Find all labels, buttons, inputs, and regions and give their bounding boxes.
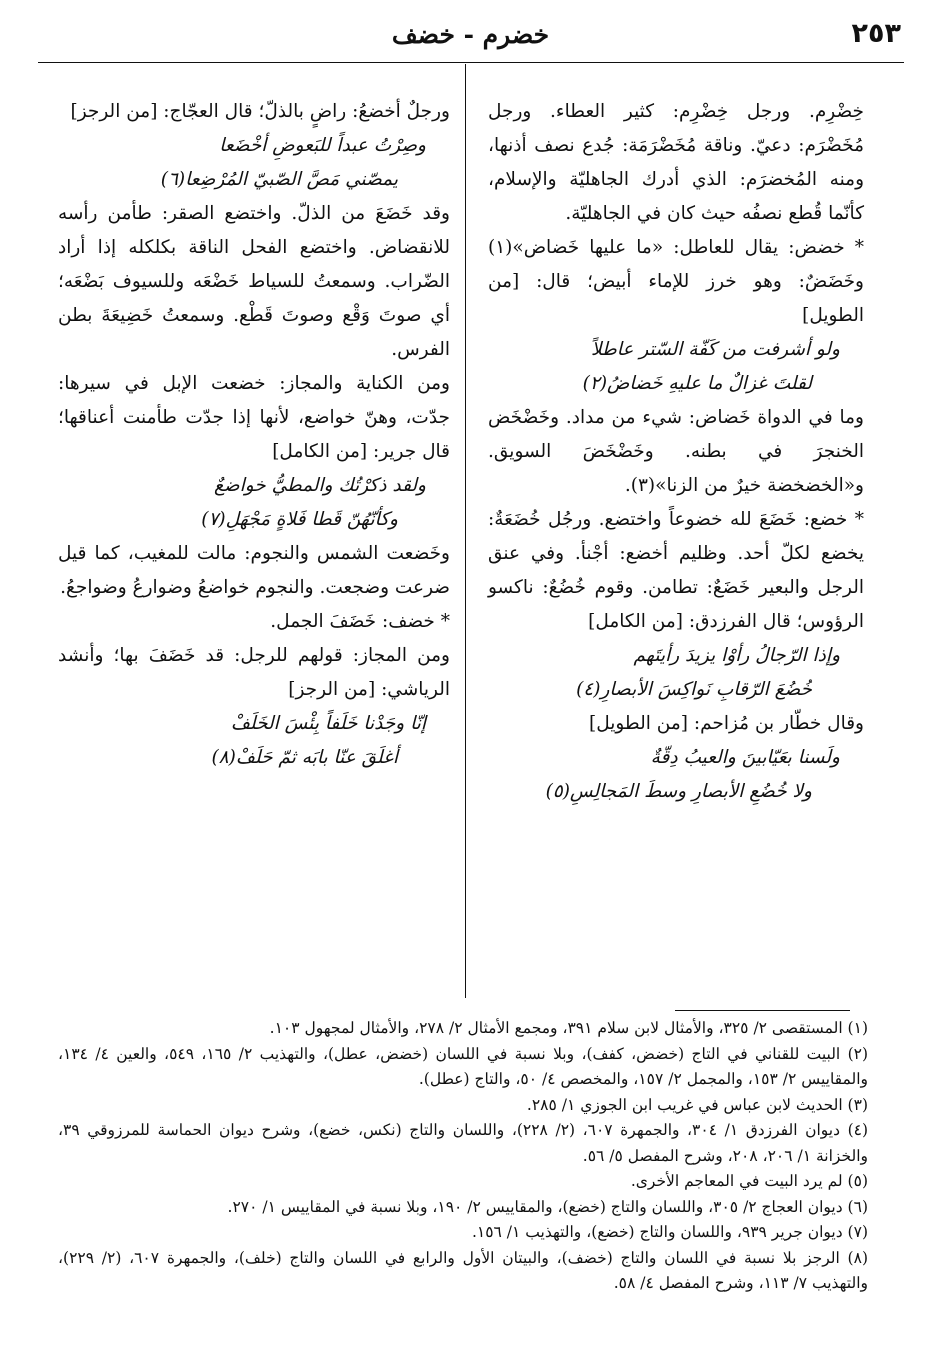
footnote: (٥) لم يرد البيت في المعاجم الأخرى. (630, 1172, 868, 1190)
footnote: (١) المستقصى ٢/ ٣٢٥، والأمثال لابن سلام ٣٩١، ومجمع الأمثال ٢/ ٢٧٨، والأمثال لمجهول ١٠٣. (269, 1019, 868, 1037)
verse-line: ولَسنا بعَيّابينَ والعيبُ دِقّةٌ (650, 747, 840, 768)
footnote: (٣) الحديث لابن عباس في غريب ابن الجوزي ١/ ٢٨٥. (526, 1095, 868, 1114)
verse-line: خُضُعَ الرّقابِ نَواكِسَ الأبصارِ(٤) (576, 679, 812, 700)
entry-paragraph: وقال خطّار بن مُزاحم: [من الطويل] (588, 713, 864, 734)
page-header (40, 18, 901, 58)
footnote: (٢) البيت للقناني في التاج (خضض، كفف)، وبلا نسبة في اللسان (خضض، عطل)، والتهذيب ٢/ ١٦٥، ٥٤٩، والعين ٤/ ١٣٤، والمقاييس ٢/ ١٥٣، والمجمل ٢/ ١٥٧، والمخصص ٤/ ٥٠، والتاج (عطل). (58, 1044, 869, 1088)
verse-line: وإذا الرّجالُ رأوْا يزيدَ رأيتَهم (633, 645, 840, 666)
footnote: (٤) ديوان الفرزدق ١/ ٣٠٤، والجمهرة ٦٠٧، (٢/ ٢٢٨)، واللسان والتاج (نكس، خضع)، وشرح ديوان الحماسة للمرزوقي ٣٩، والخزانة ١/ ٢٠٦، ٢٠٨، وشرح المفصل ٥/ ٥٦. (58, 1121, 869, 1165)
entry-paragraph: ومن المجاز: قولهم للرجل: قد خَضَفَ بها؛ وأنشد الرياشي: [من الرجز] (58, 645, 450, 700)
entry-khadaf: * خضف: خَضَفَ الجمل. (270, 611, 450, 632)
entry-paragraph: وقد خَضَعَ من الذلّ. واختضع الصقر: طأمن رأسه للانقضاض. واختضع الفحل الناقة بكلكله إذا أراد الضّراب. وسمعتُ للسياط خَضْعَه وللسيوف بَضْعَه؛ أي صوتَ وَقْع وصوتَ قَطْع. وسمعتُ خَضِيعَةَ بطن الفرس. (58, 203, 450, 360)
footnote: (٨) الرجز بلا نسبة في اللسان والتاج (خضف)، والبيتان الأول والرابع في اللسان والتاج (خلف)، والجمهرة ٦٠٧، (٢/ ٢٢٩)، والتهذيب ٧/ ١١٣، وشرح المفصل ٤/ ٥٨. (58, 1248, 868, 1292)
verse-line: إنّا وجَدْنا خَلَفاً بِئْسَ الخَلَفْ (230, 713, 426, 734)
right-column (488, 95, 864, 809)
verse-line: ولقد ذكرْتُك والمطيُّ خواضعٌ (214, 475, 426, 496)
verse-line: لقلتَ غزالٌ ما عليهِ خَضاضُ(٢) (582, 373, 812, 394)
entry-khadram: خِضْرِم. ورجل خِضْرِم: كثير العطاء. ورجل مُخَضْرَم: دعيّ. وناقة مُخَضْرَمَة: جُدع نصف أذنها، ومنه المُخضرَم: الذي أدرك الجاهليّة والإسلام، كأنّما قُطع نصفُه حيث كان في الجاهليّة. (488, 101, 864, 224)
verse-line: يمصّني مَصَّ الصّبيّ المُرْضِعا(٦) (160, 169, 398, 190)
verse-line: ولو أشرفت من كَفّة السّتر عاطلاً (591, 339, 840, 360)
entry-khadad: * خضض: يقال للعاطل: «ما عليها خَضاض»(١) وخَضَضٌ: وهو خرز للإماء أبيض؛ قال: [من الطويل] (488, 237, 864, 326)
column-divider (465, 64, 466, 998)
verse-line: ولا خُضُعِ الأبصارِ وسطَ المَجالِسِ(٥) (545, 781, 812, 802)
footnote: (٧) ديوان جرير ٩٣٩، واللسان والتاج (خضع)، والتهذيب ١/ ١٥٦. (471, 1223, 868, 1241)
footnote: (٦) ديوان العجاج ٢/ ٣٠٥، واللسان والتاج (خضع)، والمقاييس ٢/ ١٩٠، وبلا نسبة في المقاييس ١/ ٢٧٠. (227, 1197, 868, 1216)
entry-paragraph: وما في الدواة خَضاض: شيء من مداد. وخَضْخَض الخنجرَ في بطنه. وخَضْخَضَ السويق. و«الخضخضة خيرٌ من الزنا»(٣). (488, 407, 864, 496)
verse-line: وكأنّهُنّ قَطا فَلاةٍ مَجْهَلِ(٧) (201, 509, 398, 530)
header-rule (38, 62, 904, 63)
left-column (58, 95, 450, 775)
entry-khada: * خضع: خَضَعَ لله خضوعاً واختضع. ورجُل خُضَعَةٌ: يخضع لكلّ أحد. وظليم أخضع: أجْنأ. وفي عنق الرجل والبعير خَضَعٌ: تطامن. وقوم خُضُعٌ: ناكسو الرؤوس؛ قال الفرزدق: [من الكامل] (488, 509, 864, 632)
entry-paragraph: وخَضعت الشمس والنجوم: مالت للمغيب، كما قيل ضرعت وضجعت. والنجوم خواضعُ وضوارعُ وضواجعُ. (58, 543, 450, 598)
entry-paragraph: ومن الكناية والمجاز: خضعت الإبل في سيرها: جدّت، وهنّ خواضع، لأنها إذا جدّت طأمنت أعناقها؛ قال جرير: [من الكامل] (58, 373, 450, 462)
running-head: خضرم - خضف (391, 20, 550, 49)
verse-line: وصِرْتُ عبداً للبَعوضِ أخْضَعا (219, 135, 426, 156)
entry-paragraph: ورجلٌ أخضعُ: راضٍ بالذلّ؛ قال العجّاج: [من الرجز] (70, 101, 450, 122)
footnote-rule (675, 1010, 850, 1011)
verse-line: أغلَقَ عنّا بابَه ثمّ حَلَفْ(٨) (211, 747, 398, 768)
page-number: ٢٥٣ (851, 18, 901, 49)
footnotes (58, 1016, 868, 1297)
